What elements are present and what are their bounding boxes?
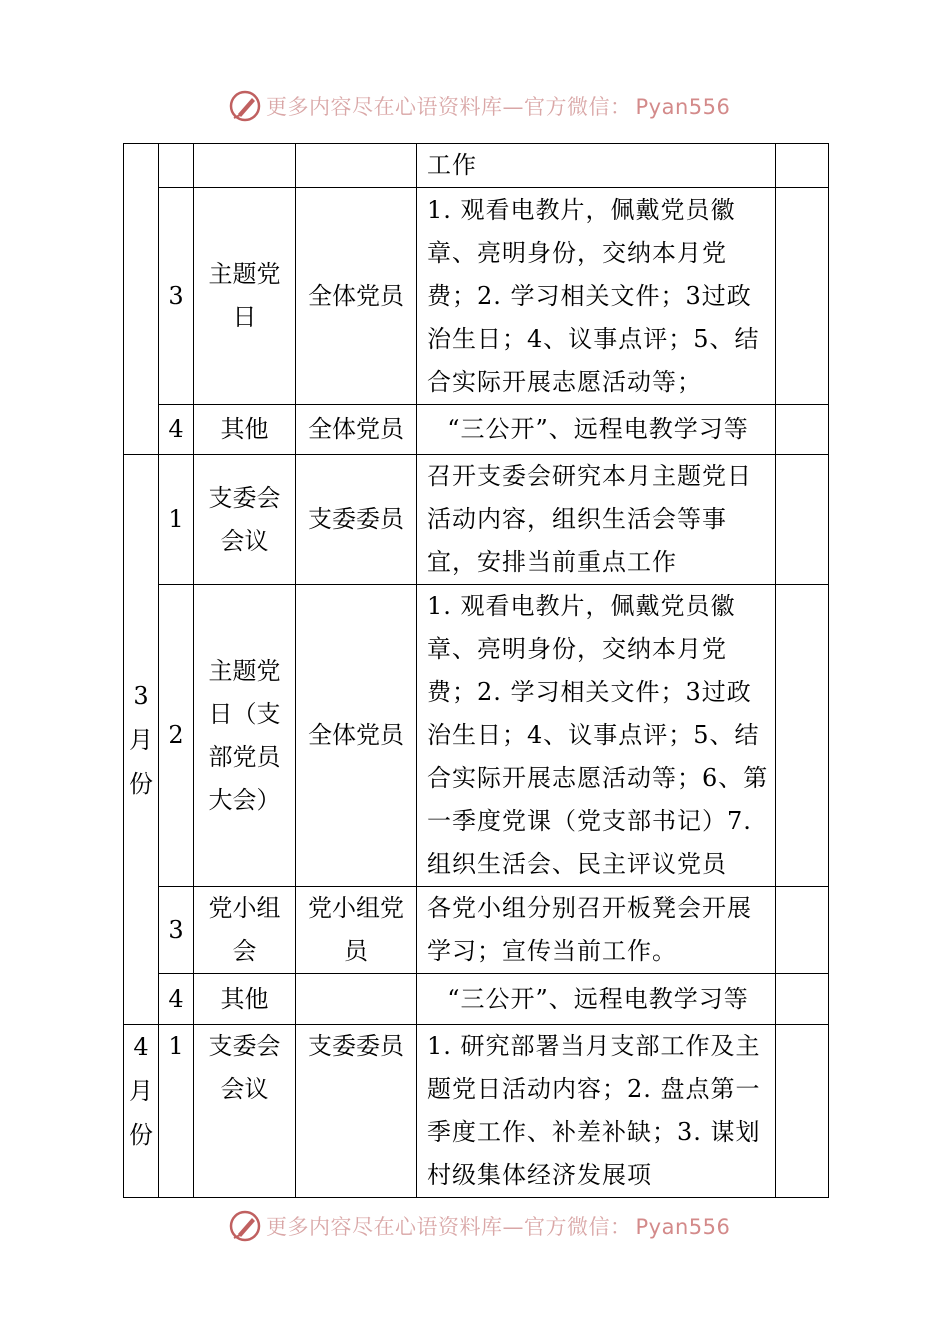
participants-cell: 全体党员: [296, 188, 417, 405]
table-row: [124, 188, 829, 405]
watermark-text: 更多内容尽在心语资料库—官方微信： Pyan556: [266, 1215, 731, 1239]
remark-cell: [776, 455, 829, 585]
remark-cell: [776, 144, 829, 188]
month-cell: [124, 144, 159, 455]
table-row: [124, 405, 829, 455]
content-cell: 工作: [417, 144, 776, 188]
item-cell: 其他: [194, 405, 296, 455]
content-cell: “三公开”、远程电教学习等: [417, 974, 776, 1025]
item-cell: 支委会会议: [194, 455, 296, 585]
table-row: [124, 585, 829, 887]
table-row: [124, 455, 829, 585]
item-cell: 其他: [194, 974, 296, 1025]
month-label: 3月份: [129, 681, 153, 798]
item-cell: 支委会会议: [194, 1025, 296, 1198]
participants-cell: 支委委员: [296, 455, 417, 585]
content-cell: 召开支委会研究本月主题党日活动内容，组织生活会等事宜，安排当前重点工作: [417, 455, 776, 585]
table-row: [124, 144, 829, 188]
seq-cell: 4: [159, 974, 194, 1025]
pen-in-circle-icon: [228, 89, 262, 123]
content-cell: 各党小组分别召开板凳会开展学习；宣传当前工作。: [417, 887, 776, 974]
participants-cell: [296, 974, 417, 1025]
month-cell: [124, 455, 159, 1025]
content-cell: 1. 观看电教片，佩戴党员徽章、亮明身份，交纳本月党费；2. 学习相关文件；3过政治生日；4、议事点评；5、结合实际开展志愿活动等；6、第一季度党课（党支部书记）7.组织生活会、民主评议党员: [417, 585, 776, 887]
watermark-footer: [228, 1206, 748, 1246]
seq-cell: [159, 144, 194, 188]
remark-cell: [776, 1025, 829, 1198]
seq-cell: 1: [159, 1025, 194, 1198]
remark-cell: [776, 887, 829, 974]
remark-cell: [776, 974, 829, 1025]
pen-in-circle-icon: [228, 1209, 262, 1243]
participants-cell: [296, 144, 417, 188]
participants-cell: 全体党员: [296, 405, 417, 455]
content-cell: “三公开”、远程电教学习等: [417, 405, 776, 455]
content-cell: 1. 研究部署当月支部工作及主题党日活动内容；2. 盘点第一季度工作、补差补缺；3. 谋划村级集体经济发展项: [417, 1025, 776, 1198]
table-row: [124, 1025, 829, 1198]
participants-cell: 全体党员: [296, 585, 417, 887]
item-cell: 党小组会: [194, 887, 296, 974]
remark-cell: [776, 405, 829, 455]
seq-cell: 2: [159, 585, 194, 887]
participants-cell: 支委委员: [296, 1025, 417, 1198]
remark-cell: [776, 188, 829, 405]
month-label: 4月份: [129, 1033, 153, 1149]
seq-cell: 4: [159, 405, 194, 455]
seq-cell: 1: [159, 455, 194, 585]
table-row: [124, 887, 829, 974]
watermark-header: [228, 86, 748, 126]
work-plan-table: [123, 143, 829, 1198]
table-row: [124, 974, 829, 1025]
watermark-text: 更多内容尽在心语资料库—官方微信： Pyan556: [266, 95, 731, 119]
item-cell: 主题党日（支部党员大会）: [194, 585, 296, 887]
seq-cell: 3: [159, 887, 194, 974]
content-cell: 1. 观看电教片，佩戴党员徽章、亮明身份，交纳本月党费；2. 学习相关文件；3过政治生日；4、议事点评；5、结合实际开展志愿活动等；: [417, 188, 776, 405]
month-cell: [124, 1025, 159, 1198]
remark-cell: [776, 585, 829, 887]
participants-cell: 党小组党员: [296, 887, 417, 974]
seq-cell: 3: [159, 188, 194, 405]
item-cell: [194, 144, 296, 188]
item-cell: 主题党日: [194, 188, 296, 405]
